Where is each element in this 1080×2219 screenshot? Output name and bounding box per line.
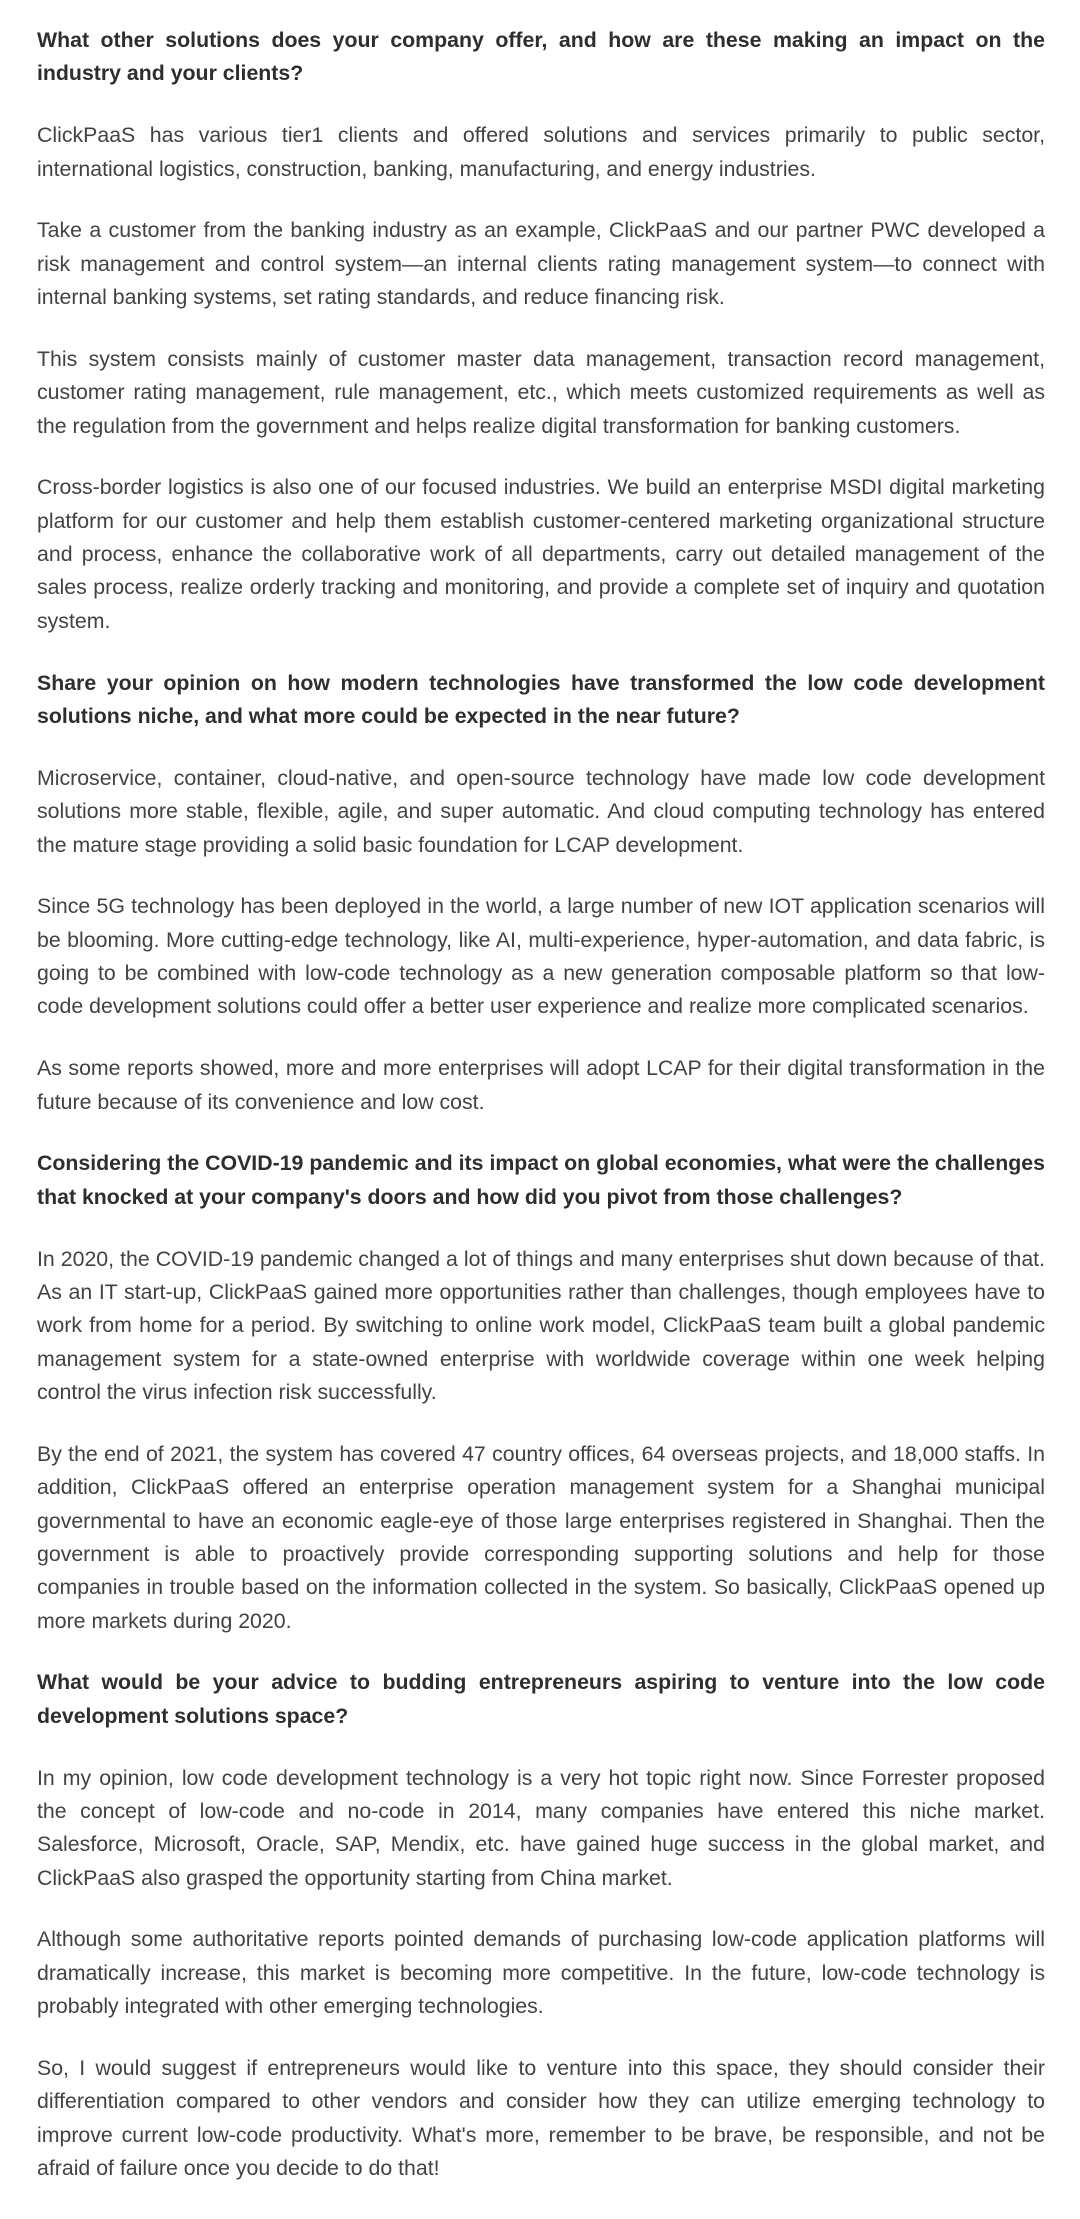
answer-paragraph: By the end of 2021, the system has covered 47 country offices, 64 overseas projects, and 18,000 staffs. In addition, ClickPaaS offered an enterprise operation management system for a Shanghai municipal governmental to have an economic eagle-eye of those large enterprises registered in Shanghai. Then the government is able to proactively provide corresponding supporting solutions and help for those companies in trouble based on the information collected in the system. So basically, ClickPaaS opened up more markets during 2020.: [37, 1441, 1045, 1633]
answer-paragraph: Take a customer from the banking industry as an example, ClickPaaS and our partner PWC developed a risk management and control system—an internal clients rating management system—to connect with internal banking systems, set rating standards, and reduce financing risk.: [37, 218, 1045, 310]
question-heading: What would be your advice to budding entrepreneurs aspiring to venture into the low code development solutions space?: [37, 1670, 1045, 1728]
answer-paragraph: In 2020, the COVID-19 pandemic changed a lot of things and many enterprises shut down because of that. As an IT start-up, ClickPaaS gained more opportunities rather than challenges, though employees have to work from home for a period. By switching to online work model, ClickPaaS team built a global pandemic management system for a state-owned enterprise with worldwide coverage within one week helping control the virus infection risk successfully.: [37, 1246, 1045, 1404]
question-heading: Considering the COVID-19 pandemic and its impact on global economies, what were the challenges that knocked at your company's doors and how did you pivot from those challenges?: [37, 1151, 1045, 1209]
answer-paragraph: Since 5G technology has been deployed in the world, a large number of new IOT application scenarios will be blooming. More cutting-edge technology, like AI, multi-experience, hyper-automation, and data fabric, is going to be combined with low-code technology as a new generation composable platform so that low-code development solutions could offer a better user experience and realize more complicated scenarios.: [37, 894, 1045, 1019]
answer-paragraph: As some reports showed, more and more enterprises will adopt LCAP for their digital transformation in the future because of its convenience and low cost.: [37, 1056, 1045, 1114]
answer-paragraph: ClickPaaS has various tier1 clients and offered solutions and services primarily to public sector, international logistics, construction, banking, manufacturing, and energy industries.: [37, 123, 1045, 181]
answer-paragraph: So, I would suggest if entrepreneurs would like to venture into this space, they should consider their differentiation compared to other vendors and consider how they can utilize emerging technology to improve current low-code productivity. What's more, remember to be brave, be responsible, and not be afraid of failure once you decide to do that!: [37, 2056, 1045, 2181]
answer-paragraph: Cross-border logistics is also one of our focused industries. We build an enterprise MSDI digital marketing platform for our customer and help them establish customer-centered marketing organizational structure and process, enhance the collaborative work of all departments, carry out detailed management of the sales process, realize orderly tracking and monitoring, and provide a complete set of inquiry and quotation system.: [37, 475, 1045, 633]
question-heading: What other solutions does your company offer, and how are these making an impact on the industry and your clients?: [37, 28, 1045, 86]
answer-paragraph: Although some authoritative reports pointed demands of purchasing low-code application platforms will dramatically increase, this market is becoming more competitive. In the future, low-code technology is probably integrated with other emerging technologies.: [37, 1927, 1045, 2019]
answer-paragraph: In my opinion, low code development technology is a very hot topic right now. Since Forrester proposed the concept of low-code and no-code in 2014, many companies have entered this niche market. Salesforce, Microsoft, Oracle, SAP, Mendix, etc. have gained huge success in the global market, and ClickPaaS also grasped the opportunity starting from China market.: [37, 1765, 1045, 1890]
question-heading: Share your opinion on how modern technologies have transformed the low code development solutions niche, and what more could be expected in the near future?: [37, 670, 1045, 728]
answer-paragraph: Microservice, container, cloud-native, and open-source technology have made low code development solutions more stable, flexible, agile, and super automatic. And cloud computing technology has entered the mature stage providing a solid basic foundation for LCAP development.: [37, 765, 1045, 857]
answer-paragraph: This system consists mainly of customer master data management, transaction record management, customer rating management, rule management, etc., which meets customized requirements as well as the regulation from the government and helps realize digital transformation for banking customers.: [37, 346, 1045, 438]
